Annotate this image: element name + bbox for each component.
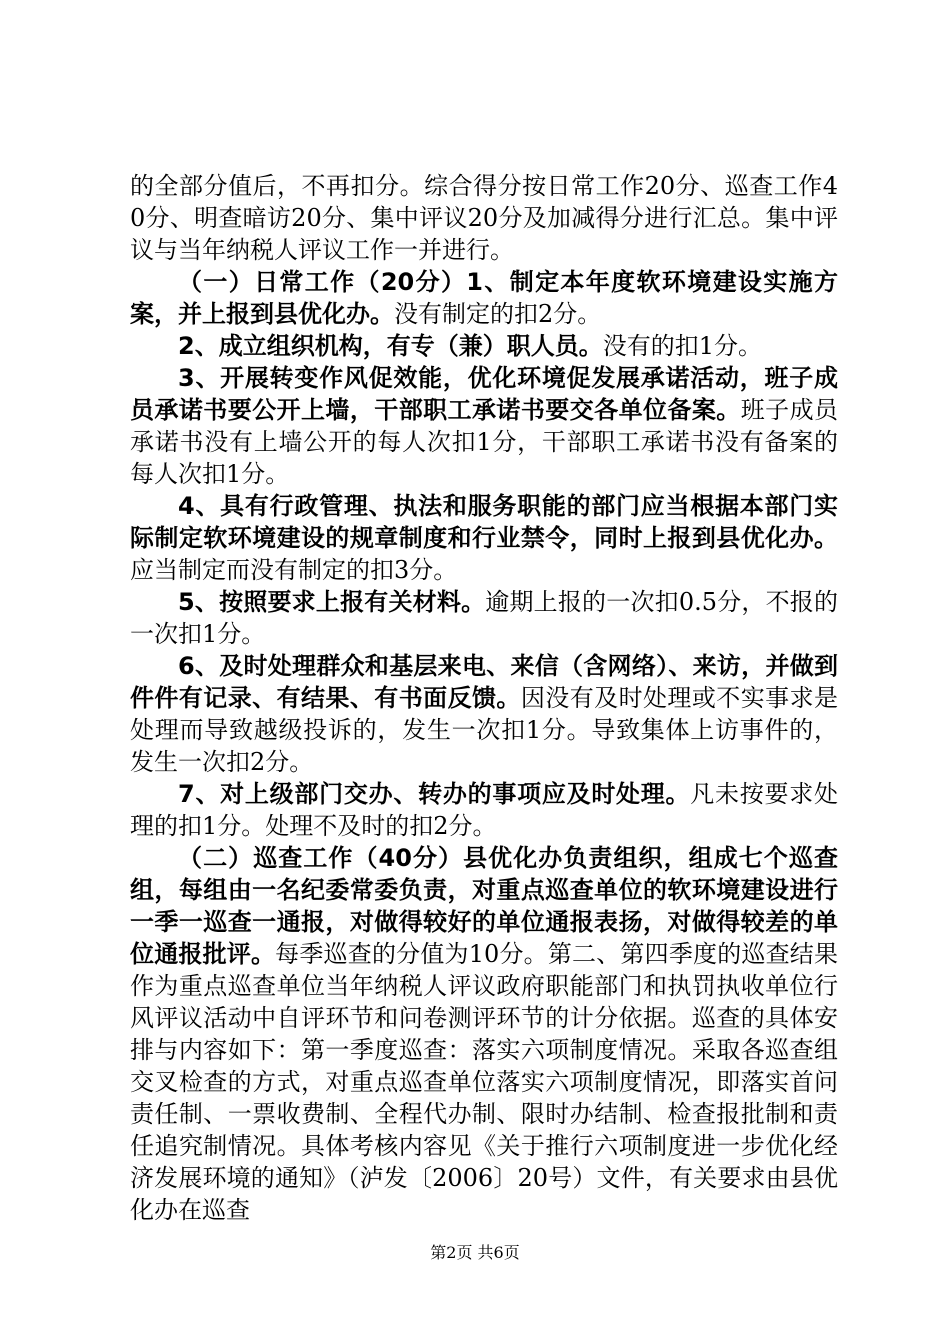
paragraph-inspection-work (130, 842, 838, 1226)
paragraph-daily-work-4 (130, 490, 838, 586)
paragraph-heading: 7、对上级部门交办、转办的事项应及时处理。 (178, 780, 691, 808)
paragraph-text: 应当制定而没有制定的扣3分。 (130, 556, 458, 584)
document-body (130, 170, 838, 1226)
paragraph-heading: （一）日常工作（20分）1、制定本年度软环境建设实施方案，并上报到县优化办。 (130, 268, 838, 328)
paragraph-text: 凡未按要求处理的扣1分。处理不及时的扣2分。 (130, 780, 839, 840)
paragraph-daily-work-5 (130, 586, 838, 650)
paragraph-text: 的全部分值后，不再扣分。综合得分按日常工作20分、巡查工作40分、明查暗访20分、集中评议20分及加减得分进行汇总。集中评议与当年纳税人评议工作一并进行。 (130, 172, 838, 264)
paragraph-daily-work-3 (130, 362, 838, 490)
paragraph-daily-work-2 (130, 330, 838, 362)
paragraph-heading: 6、及时处理群众和基层来电、来信（含网络）、来访，并做到件件有记录、有结果、有书面反馈。 (130, 652, 838, 712)
paragraph-heading: 5、按照要求上报有关材料。 (178, 588, 486, 616)
paragraph-daily-work-1 (130, 266, 838, 330)
paragraph-text: 因没有及时处理或不实事求是处理而导致越级投诉的，发生一次扣1分。导致集体上访事件的，发生一次扣2分。 (130, 684, 839, 776)
page-footer (0, 1243, 950, 1263)
paragraph-heading: （二）巡查工作（40分）县优化办负责组织，组成七个巡查组，每组由一名纪委常委负责，对重点巡查单位的软环境建设进行一季一巡查一通报，对做得较好的单位通报表扬，对做得较差的单位通报批评。 (130, 844, 838, 968)
paragraph-text: 没有的扣1分。 (602, 332, 762, 360)
paragraph-text: 没有制定的扣2分。 (394, 300, 602, 328)
paragraph-daily-work-6 (130, 650, 838, 778)
paragraph-summary (130, 170, 838, 266)
page-number-label: 第2页 共6页 (430, 1243, 520, 1262)
paragraph-heading: 3、开展转变作风促效能，优化环境促发展承诺活动，班子成员承诺书要公开上墙，干部职工承诺书要交各单位备案。 (130, 364, 838, 424)
paragraph-text: 每季巡查的分值为10分。第二、第四季度的巡查结果作为重点巡查单位当年纳税人评议政府职能部门和执罚执收单位行风评议活动中自评环节和问卷测评环节的计分依据。巡查的具体安排与内容如下：第一季度巡查：落实六项制度情况。采取各巡查组交叉检查的方式，对重点巡查单位落实六项制度情况，即落实首问责任制、一票收费制、全程代办制、限时办结制、检查报批制和责任追究制情况。具体考核内容见《关于推行六项制度进一步优化经济发展环境的通知》（泸发〔2006〕20号）文件，有关要求由县优化办在巡查 (130, 940, 838, 1224)
paragraph-daily-work-7 (130, 778, 838, 842)
paragraph-text: 班子成员承诺书没有上墙公开的每人次扣1分，干部职工承诺书没有备案的每人次扣1分。 (130, 396, 839, 488)
paragraph-heading: 4、具有行政管理、执法和服务职能的部门应当根据本部门实际制定软环境建设的规章制度和行业禁令，同时上报到县优化办。 (130, 492, 838, 552)
paragraph-text: 逾期上报的一次扣0.5分，不报的一次扣1分。 (130, 588, 838, 648)
paragraph-heading: 2、成立组织机构，有专（兼）职人员。 (178, 332, 603, 360)
